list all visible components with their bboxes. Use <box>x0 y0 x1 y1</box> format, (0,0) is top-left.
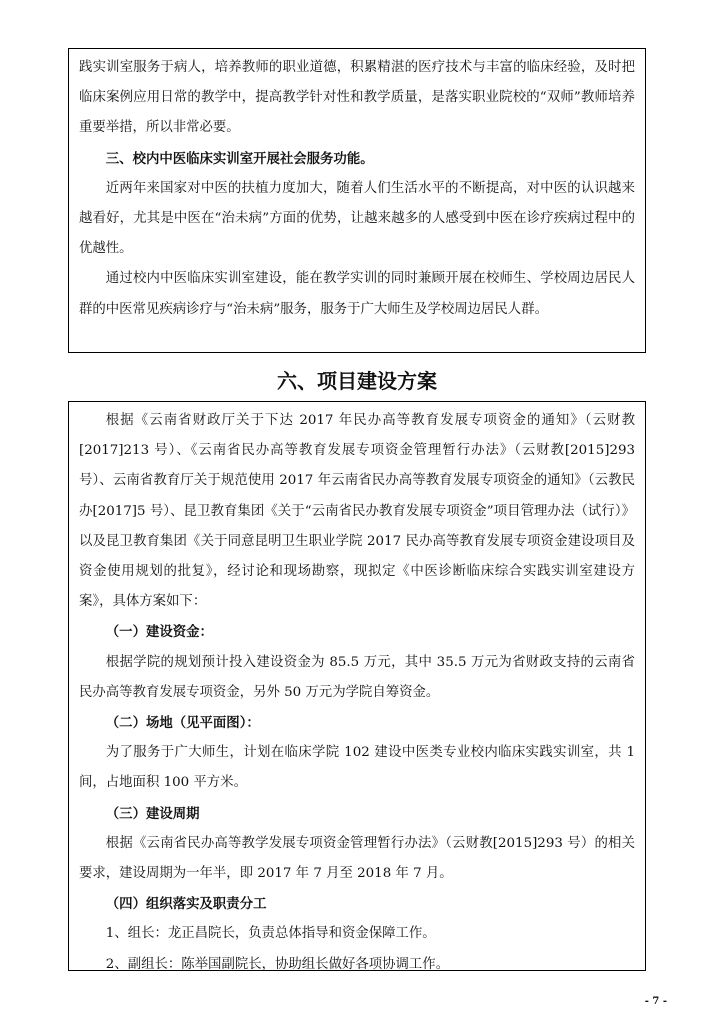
heading-social-service: 三、校内中医临床实训室开展社会服务功能。 <box>105 150 374 167</box>
paragraph-continued: 践实训室服务于病人，培养教师的职业道德，积累精湛的医疗技术与丰富的临床经验，及时把临床案例应用日常的教学中，提高教学针对性和教学质量，是落实职业院校的“双师”教师培养重要举措，所以非常必要。 <box>79 60 635 136</box>
paragraph-training-room-service: 通过校内中医临床实训室建设，能在教学实训的同时兼顾开展在校师生、学校周边居民人群的中医常见疾病诊疗与“治未病”服务，服务于广大师生及学校周边居民人群。 <box>79 271 635 317</box>
section-box-main <box>68 401 646 971</box>
list-item-leader: 1、组长：龙正昌院长，负责总体指导和资金保障工作。 <box>105 926 436 942</box>
page-number: - 7 - <box>644 996 667 1007</box>
paragraph-funding: 根据学院的规划预计投入建设资金为 85.5 万元，其中 35.5 万元为省财政支持的云南省民办高等教育发展专项资金，另外 50 万元为学院自筹资金。 <box>79 654 635 700</box>
paragraph-period: 根据《云南省民办高等教学发展专项资金管理暂行办法》（云财教[2015]293 号）的相关要求，建设周期为一年半，即 2017 年 7 月至 2018 年 7 月。 <box>79 835 635 882</box>
heading-organization: （四）组织落实及职责分工 <box>105 896 267 913</box>
heading-site: （二）场地（见平面图）： <box>105 715 260 732</box>
paragraph-tcm-support: 近两年来国家对中医的扶植力度加大，随着人们生活水平的不断提高，对中医的认识越来越看好，尤其是中医在“治未病”方面的优势，让越来越多的人感受到中医在诊疗疾病过程中的优越性。 <box>79 180 635 257</box>
heading-period: （三）建设周期 <box>105 805 200 822</box>
section-title: 六、项目建设方案 <box>277 369 437 393</box>
heading-funding: （一）建设资金： <box>105 624 213 641</box>
paragraph-site: 为了服务于广大师生，计划在临床学院 102 建设中医类专业校内临床实践实训室，共 1 间，占地面积 100 平方米。 <box>79 745 635 791</box>
list-item-deputy-leader: 2、副组长：陈举国副院长，协助组长做好各项协调工作。 <box>105 956 450 972</box>
paragraph-intro: 根据《云南省财政厅关于下达 2017 年民办高等教育发展专项资金的通知》（云财教[2017]213 号）、《云南省民办高等教育发展专项资金管理暂行办法》（云财教[2015]293 号）、云南省教育厅关于规范使用 2017 年云南省民办高等教育发展专项资金的通知》（云教民办[2017]5 号）、昆卫教育集团《关于“云南省民办教育发展专项资金”项目管理办法（试行）》以及昆卫教育集团《关于同意昆明卫生职业学院 2017 民办高等教育发展专项资金建设项目及资金使用规划的批复》，经讨论和现场勘察，现拟定《中医诊断临床综合实践实训室建设方案》，具体方案如下： <box>79 413 635 610</box>
section-box-top <box>68 48 646 353</box>
